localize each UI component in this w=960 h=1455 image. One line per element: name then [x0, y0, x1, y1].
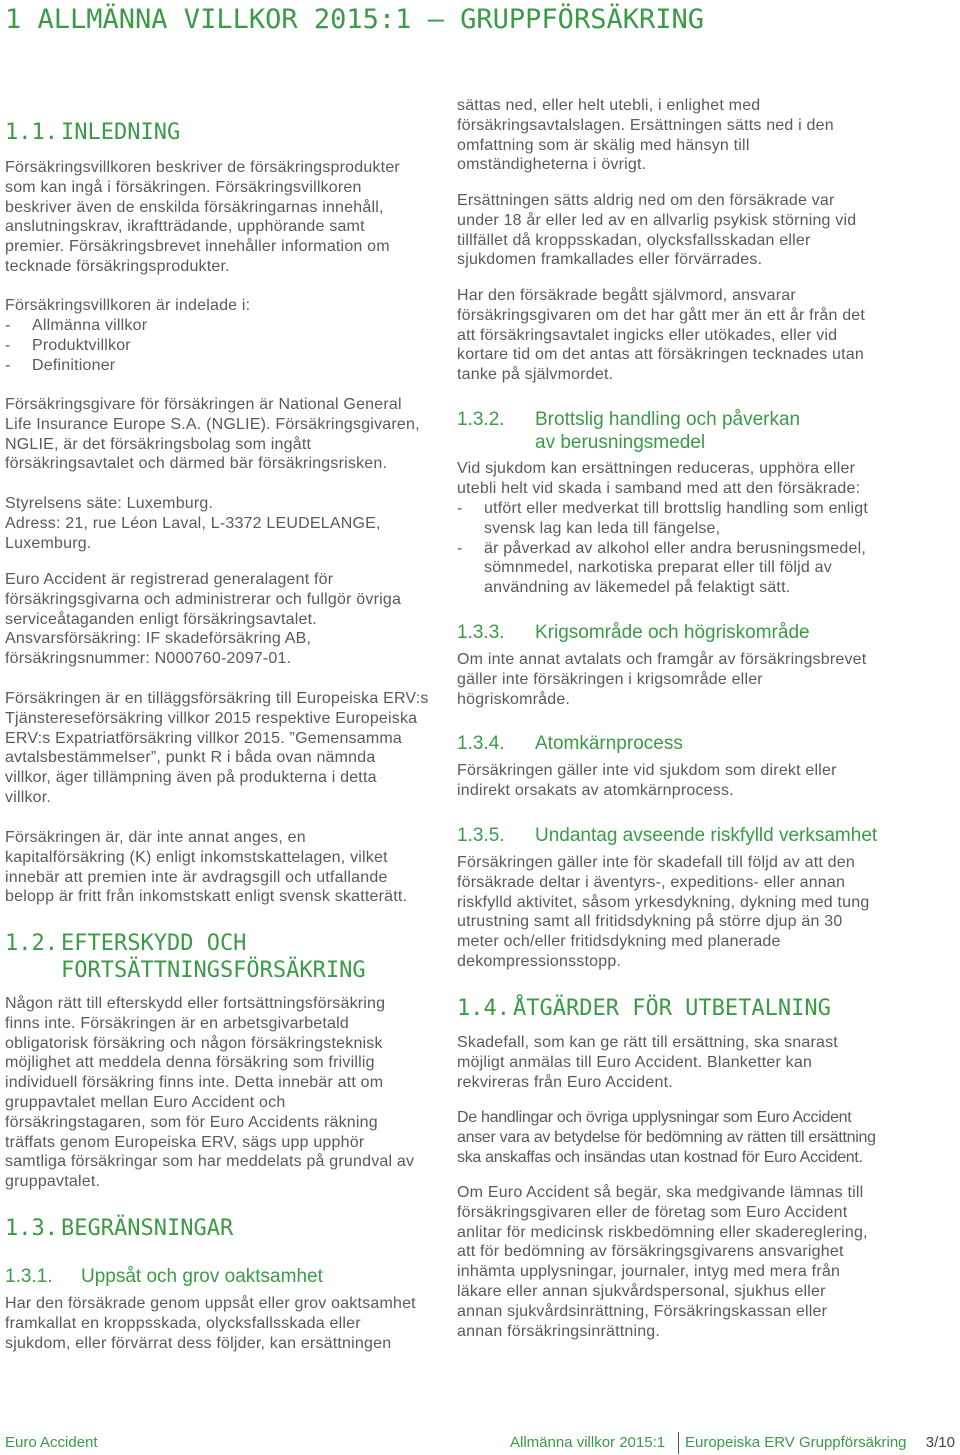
- subsection-title: Undantag avseende riskfylld verksamhet: [535, 825, 878, 846]
- section-number: 1.2.: [5, 931, 58, 956]
- list-item-text: är påverkad av alkohol eller andra berusningsmedel, sömnmedel, narkotiska preparat eller till följd av användning av läkemedel på felaktigt sätt.: [484, 539, 866, 597]
- list-bullet: -: [5, 336, 11, 354]
- section-number: 1.1.: [5, 120, 58, 145]
- list-item: [5, 336, 147, 356]
- section-title: EFTERSKYDD OCH FORTSÄTTNINGSFÖRSÄKRING: [61, 931, 366, 983]
- general-agent-paragraph: Euro Accident är registrerad generalagent för försäkringsgivarna och administrerar och fullgör övriga serviceåtaganden enligt försäkringsavtalet. Ansvarsförsäkring: IF skadeförsäkring AB, försäkringsnummer: N000760-2097-01.: [5, 571, 402, 668]
- terms-list: [5, 316, 147, 375]
- subsection-heading-1-3-5: [457, 824, 877, 847]
- subsection-number: 1.3.2.: [457, 409, 505, 430]
- subsection-number: 1.3.5.: [457, 825, 505, 846]
- list-item-text: Produktvillkor: [32, 336, 131, 354]
- footer: [0, 1433, 960, 1455]
- section-heading-1-4: [457, 995, 831, 1022]
- footer-product-name: Europeiska ERV Gruppförsäkring: [685, 1434, 907, 1451]
- nuclear-paragraph: Försäkringen gäller inte vid sjukdom som direkt eller indirekt orsakats av atomkärnprocess.: [457, 762, 837, 799]
- suicide-paragraph: Har den försäkrade begått självmord, ansvarar försäkringsgivaren om det har gått mer än ett år från det att försäkringsavtalet ingicks eller utökades, eller vid kortare tid om det antas att försäkringen tecknades utan tanke på självmordet.: [457, 287, 866, 384]
- page-number: 3/10: [925, 1434, 955, 1451]
- subsection-heading-1-3-4: [457, 732, 683, 755]
- subsection-number: 1.3.3.: [457, 622, 505, 643]
- footer-brand: Euro Accident: [5, 1434, 98, 1451]
- crime-intoxication-list: [457, 499, 868, 598]
- section-heading-1-3: [5, 1215, 233, 1242]
- minors-paragraph: Ersättningen sätts aldrig ned om den försäkrade var under 18 år eller led av en allvarlig psykisk störning vid tillfället då kroppsskadan, olycksfallsskadan eller sjukdomen framkallades eller förvärrades.: [457, 192, 857, 269]
- insurer-paragraph: Försäkringsgivare för försäkringen är National General Life Insurance Europe S.A. (NGLIE). Försäkringsgivaren, NGLIE, är det försäkringsbolag som ingått försäkringsavtalet och därmed bär försäkringsrisken.: [5, 396, 420, 473]
- section-title: INLEDNING: [61, 120, 181, 145]
- intent-negligence-paragraph: Har den försäkrade genom uppsåt eller grov oaktsamhet framkallat en kroppsskada, olycksfallsskada eller sjukdom, eller förvärrat dess följder, kan ersättningen: [5, 1295, 416, 1352]
- section-number: 1.3.: [5, 1216, 58, 1241]
- capital-insurance-paragraph: Försäkringen är, där inte annat anges, en kapitalförsäkring (K) enligt inkomstskattelagen, vilket innebär att premien inte är avdragsgill och utfallande belopp är fritt från inkomstskatt enligt svensk skatterätt.: [5, 829, 408, 906]
- list-bullet: -: [5, 356, 11, 374]
- crime-intoxication-lead: Vid sjukdom kan ersättningen reduceras, upphöra eller utebli helt vid skada i samband med att den försäkrade:: [457, 460, 861, 497]
- list-item: [457, 499, 868, 539]
- war-zone-paragraph: Om inte annat avtalats och framgår av försäkringsbrevet gäller inte försäkringen i krigsområde eller högriskområde.: [457, 651, 867, 708]
- subsection-heading-1-3-3: [457, 621, 810, 644]
- subsection-heading-1-3-1: [5, 1265, 323, 1288]
- section-heading-1-1: [5, 119, 180, 146]
- subsection-number: 1.3.4.: [457, 733, 505, 754]
- risky-activity-paragraph: Försäkringen gäller inte för skadefall till följd av att den försäkrade deltar i äventyrs-, expeditions- eller annan riskfylld aktivitet, såsom yrkesdykning, dykning med tung utrustning samt all fritidsdykning på större djup än 30 meter och/eller fritidsdykning med planerade dekompressionsstopp.: [457, 854, 870, 970]
- aftercover-paragraph: Någon rätt till efterskydd eller fortsättningsförsäkring finns inte. Försäkringen är en arbetsgivarbetald obligatorisk försäkring och någon försäkringsteknisk möjlighet att meddela denna försäkring som frivillig individuell försäkring finns inte. Detta innebär att om gruppavtalet mellan Euro Accident och försäkringstagaren, som för Euro Accidents räkning träffats genom Europeiska ERV, sägs upp upphör samtliga försäkringar som har meddelats på grundval av gruppavtalet.: [5, 995, 415, 1191]
- footer-document-name: Allmänna villkor 2015:1: [510, 1434, 666, 1451]
- supplementary-insurance-paragraph: Försäkringen är en tilläggsförsäkring till Europeiska ERV:s Tjänstereseförsäkring villkor 2015 respektive Europeiska ERV:s Expatriatförsäkring villkor 2015. ”Gemensamma avtalsbestämmelser”, punkt R i båda ovan nämnda villkor, äger tillämpning även på produkterna i detta villkor.: [5, 690, 429, 806]
- document-title: 1 ALLMÄNNA VILLKOR 2015:1 – GRUPPFÖRSÄKRING: [5, 4, 704, 35]
- subsection-title: Brottslig handling och påverkan av berusningsmedel: [535, 409, 801, 453]
- intro-paragraph: Försäkringsvillkoren beskriver de försäkringsprodukter som kan ingå i försäkringen. Försäkringsvillkoren beskriver även de enskilda försäkringarnas innehåll, anslutningskrav, ikraftträdande, upphörande samt premier. Försäkringsbrevet innehåller information om tecknade försäkringsprodukter.: [5, 159, 400, 275]
- list-item-text: Allmänna villkor: [32, 317, 148, 334]
- list-item: [457, 539, 868, 598]
- list-item: [5, 356, 147, 376]
- subsection-title: Uppsåt och grov oaktsamhet: [81, 1266, 323, 1287]
- list-item-text: utfört eller medverkat till brottslig handling som enligt svensk lag kan leda till fängelse,: [484, 500, 869, 537]
- terms-list-lead: Försäkringsvillkoren är indelade i:: [5, 297, 251, 314]
- claim-documents-paragraph: De handlingar och övriga upplysningar som Euro Accident anser vara av betydelse för bedömning av rätten till ersättning ska anskaffas och insändas utan kostnad för Euro Accident.: [457, 1109, 876, 1166]
- list-item: [5, 316, 147, 336]
- section-title: ÅTGÄRDER FÖR UTBETALNING: [513, 996, 831, 1021]
- subsection-number: 1.3.1.: [5, 1266, 53, 1287]
- consent-paragraph: Om Euro Accident så begär, ska medgivande lämnas till försäkringsgivaren eller de företag som Euro Accident anlitar för medicinsk riskbedömning eller skadereglering, att för bedömning av försäkringsgivarens ansvarighet inhämta upplysningar, journaler, intyg med mera från läkare eller annan sjukvårdspersonal, sjukhus eller annan sjukvårdsinrättning, Försäkringskassan eller annan försäkringsinrättning.: [457, 1184, 868, 1340]
- section-heading-1-2: [5, 930, 366, 984]
- subsection-title: Krigsområde och högriskområde: [535, 622, 810, 643]
- claim-report-paragraph: Skadefall, som kan ge rätt till ersättning, ska snarast möjligt anmälas till Euro Accident. Blanketter kan rekvireras från Euro Accident.: [457, 1034, 838, 1091]
- subsection-heading-1-3-2: [457, 408, 800, 454]
- list-bullet: -: [5, 317, 11, 334]
- section-number: 1.4.: [457, 996, 510, 1021]
- subsection-title: Atomkärnprocess: [535, 733, 683, 754]
- list-item-text: Definitioner: [32, 356, 116, 374]
- section-title: BEGRÄNSNINGAR: [61, 1216, 234, 1241]
- registered-office-paragraph: Styrelsens säte: Luxemburg. Adress: 21, rue Léon Laval, L-3372 LEUDELANGE, Luxemburg.: [5, 495, 381, 552]
- list-bullet: -: [457, 539, 463, 557]
- footer-divider: [678, 1432, 679, 1454]
- list-bullet: -: [457, 500, 463, 517]
- intent-negligence-paragraph-continued: sättas ned, eller helt utebli, i enlighet med försäkringsavtalslagen. Ersättningen sätts ned i den omfattning som är skälig med hänsyn till omständigheterna i övrigt.: [457, 97, 834, 174]
